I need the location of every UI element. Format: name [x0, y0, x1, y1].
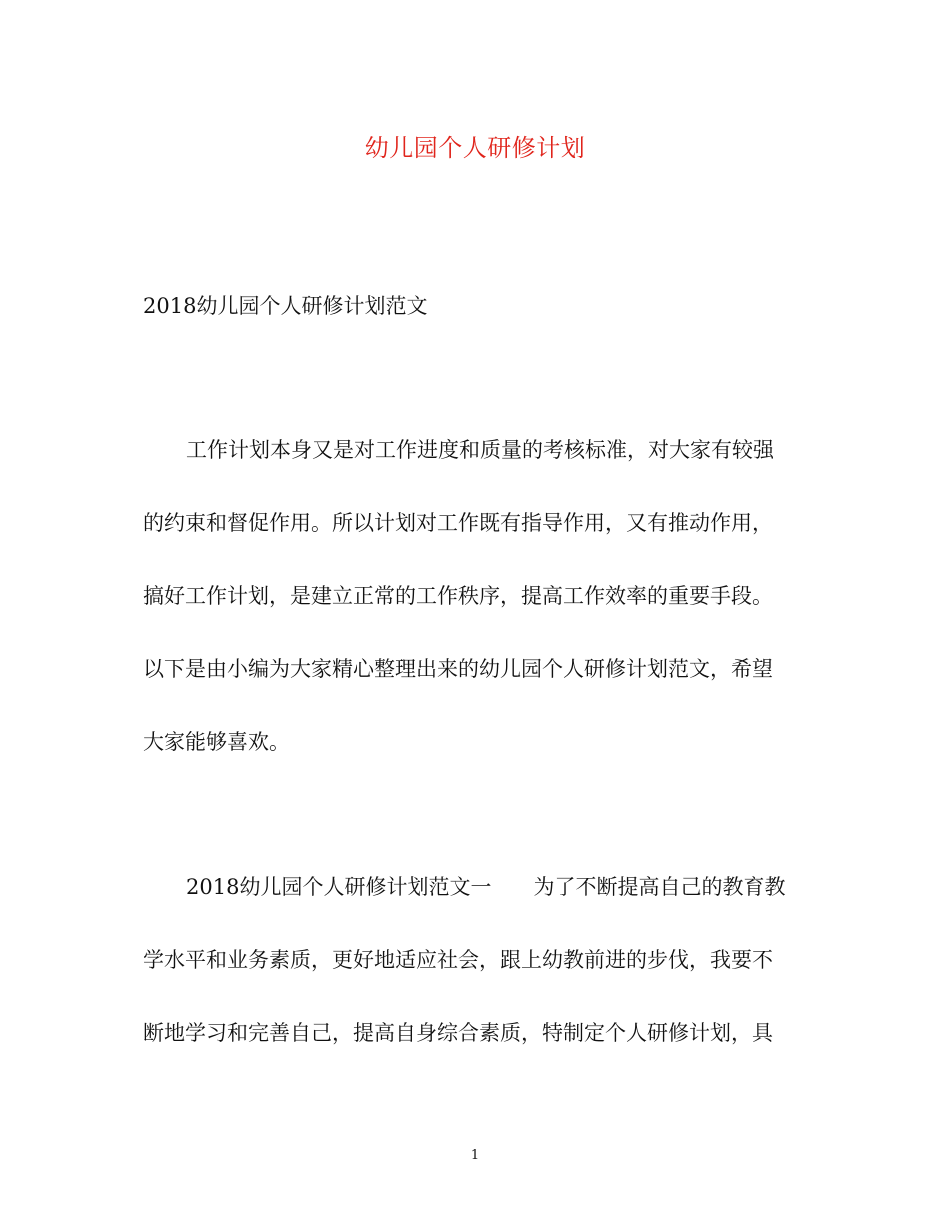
document-subtitle: 2018幼儿园个人研修计划范文 [143, 294, 428, 318]
paragraph-text: 为了不断提高自己的教育教 [533, 875, 786, 899]
paragraph-line: 的约束和督促作用。所以计划对工作既有指导作用，又有推动作用， [143, 511, 773, 535]
paragraph-line: 以下是由小编为大家精心整理出来的幼儿园个人研修计划范文，希望 [143, 657, 773, 681]
paragraph-line: 学水平和业务素质，更好地适应社会，跟上幼教前进的步伐，我要不 [143, 948, 773, 972]
section-heading: 2018幼儿园个人研修计划范文一 [186, 875, 492, 899]
paragraph-line: 工作计划本身又是对工作进度和质量的考核标准，对大家有较强 [186, 438, 774, 462]
page-number: 1 [470, 1148, 480, 1163]
section-first-line [143, 869, 851, 905]
paragraph-line: 搞好工作计划，是建立正常的工作秩序，提高工作效率的重要手段。 [143, 584, 773, 608]
paragraph-line: 大家能够喜欢。 [143, 730, 290, 754]
document-title: 幼儿园个人研修计划 [364, 134, 586, 162]
paragraph-line: 断地学习和完善自己，提高自身综合素质，特制定个人研修计划，具 [143, 1021, 773, 1045]
